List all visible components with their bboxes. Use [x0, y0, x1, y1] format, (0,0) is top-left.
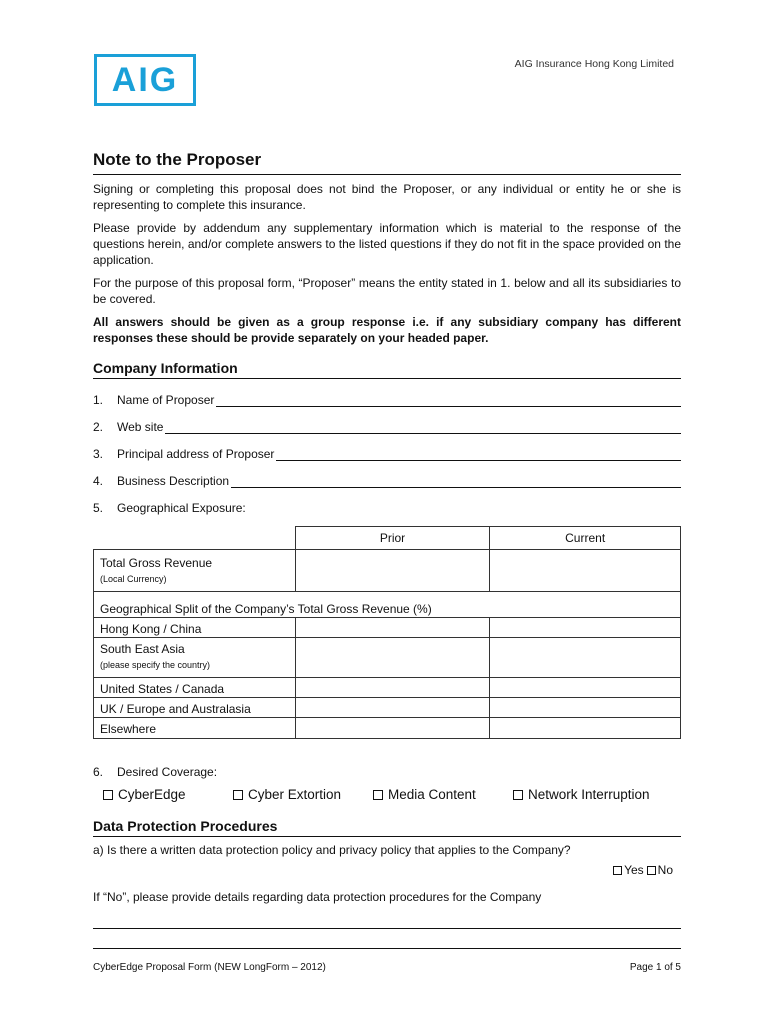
- field-number: 6.: [93, 765, 104, 779]
- web-site-input[interactable]: [165, 422, 681, 434]
- details-answer-line-1[interactable]: [93, 909, 681, 929]
- principal-address-input[interactable]: [276, 449, 681, 461]
- hk-china-prior-cell[interactable]: [295, 618, 490, 638]
- note-paragraph-3: For the purpose of this proposal form, “Proposer” means the entity stated in 1. below and all its subsidiaries to be covered.: [93, 276, 681, 306]
- field-label: Geographical Exposure:: [117, 501, 246, 515]
- yes-no-options: [93, 863, 681, 877]
- prior-header: Prior: [295, 527, 490, 550]
- logo-text: AIG: [111, 61, 179, 99]
- field-number: 5.: [93, 501, 104, 515]
- total-gross-revenue-text: Total Gross Revenue: [100, 556, 213, 570]
- checkbox-icon[interactable]: [103, 790, 113, 800]
- us-canada-label: United States / Canada: [94, 678, 296, 698]
- current-header: Current: [490, 527, 681, 550]
- checkbox-icon[interactable]: [233, 790, 243, 800]
- yes-label: Yes: [624, 863, 644, 877]
- us-canada-prior-cell[interactable]: [295, 678, 490, 698]
- no-label: No: [657, 863, 673, 877]
- aig-logo: [94, 54, 196, 106]
- checkbox-icon[interactable]: [373, 790, 383, 800]
- field-geographical-exposure: [93, 499, 681, 515]
- page-footer: [93, 962, 681, 973]
- field-label: Name of Proposer: [117, 393, 215, 407]
- if-no-instruction: If “No”, please provide details regarding data protection procedures for the Company: [93, 890, 542, 904]
- field-label: Principal address of Proposer: [117, 447, 275, 461]
- coverage-label: Network Interruption: [528, 787, 650, 802]
- table-corner: [94, 527, 296, 550]
- field-number: 4.: [93, 474, 104, 488]
- checkbox-icon[interactable]: [513, 790, 523, 800]
- field-desired-coverage: [93, 763, 681, 779]
- name-of-proposer-input[interactable]: [216, 395, 681, 407]
- coverage-options: [103, 787, 681, 802]
- no-option[interactable]: [647, 863, 673, 877]
- uk-europe-label: UK / Europe and Australasia: [94, 698, 296, 718]
- geographical-split-heading: Geographical Split of the Company’s Total Gross Revenue (%): [94, 592, 681, 618]
- uk-europe-prior-cell[interactable]: [295, 698, 490, 718]
- coverage-cyberedge[interactable]: [103, 787, 233, 802]
- note-paragraph-2: Please provide by addendum any supplementary information which is material to the response of the questions herein, and/or complete answers to the listed questions if they do not fit in the space provided on the application.: [93, 221, 681, 267]
- coverage-label: Cyber Extortion: [248, 787, 342, 802]
- coverage-cyber-extortion[interactable]: [233, 787, 373, 802]
- coverage-media-content[interactable]: [373, 787, 513, 802]
- total-gross-current-cell[interactable]: [490, 550, 681, 592]
- group-response-notice: All answers should be given as a group response i.e. if any subsidiary company has different responses these should be provide separately on your headed paper.: [93, 315, 681, 345]
- question-a: a) Is there a written data protection policy and privacy policy that applies to the Company?: [93, 843, 571, 857]
- field-number: 3.: [93, 447, 104, 461]
- field-principal-address: [93, 445, 681, 461]
- yes-option[interactable]: [613, 863, 644, 877]
- uk-europe-current-cell[interactable]: [490, 698, 681, 718]
- page-title: Note to the Proposer: [93, 150, 681, 175]
- hk-china-current-cell[interactable]: [490, 618, 681, 638]
- checkbox-icon[interactable]: [613, 866, 622, 875]
- hk-china-label: Hong Kong / China: [94, 618, 296, 638]
- coverage-label: Media Content: [388, 787, 476, 802]
- field-name-of-proposer: [93, 391, 681, 407]
- field-label: Business Description: [117, 474, 230, 488]
- company-name: AIG Insurance Hong Kong Limited: [514, 58, 674, 70]
- elsewhere-label: Elsewhere: [94, 718, 296, 739]
- business-description-input[interactable]: [231, 476, 681, 488]
- form-content: [93, 150, 681, 949]
- elsewhere-current-cell[interactable]: [490, 718, 681, 739]
- south-east-asia-current-cell[interactable]: [490, 638, 681, 678]
- checkbox-icon[interactable]: [647, 866, 656, 875]
- south-east-asia-text: South East Asia: [100, 642, 185, 656]
- form-name: CyberEdge Proposal Form (NEW LongForm – 2012): [93, 962, 326, 973]
- field-number: 1.: [93, 393, 104, 407]
- geographical-exposure-table: [93, 526, 681, 739]
- total-gross-prior-cell[interactable]: [295, 550, 490, 592]
- total-gross-revenue-label: [94, 550, 296, 592]
- field-label: Web site: [117, 420, 164, 434]
- company-info-heading: Company Information: [93, 360, 681, 379]
- details-answer-line-2[interactable]: [93, 929, 681, 949]
- field-web-site: [93, 418, 681, 434]
- data-protection-heading: Data Protection Procedures: [93, 818, 681, 837]
- field-number: 2.: [93, 420, 104, 434]
- field-label: Desired Coverage:: [117, 765, 218, 779]
- south-east-asia-label: [94, 638, 296, 678]
- specify-country-note: (please specify the country): [100, 660, 211, 670]
- elsewhere-prior-cell[interactable]: [295, 718, 490, 739]
- page-number: Page 1 of 5: [629, 962, 681, 973]
- coverage-network-interruption[interactable]: [513, 787, 650, 802]
- note-paragraph-1: Signing or completing this proposal does not bind the Proposer, or any individual or entity he or she is representing to complete this insurance.: [93, 182, 681, 212]
- field-business-description: [93, 472, 681, 488]
- us-canada-current-cell[interactable]: [490, 678, 681, 698]
- coverage-label: CyberEdge: [118, 787, 186, 802]
- south-east-asia-prior-cell[interactable]: [295, 638, 490, 678]
- local-currency-note: (Local Currency): [100, 574, 167, 584]
